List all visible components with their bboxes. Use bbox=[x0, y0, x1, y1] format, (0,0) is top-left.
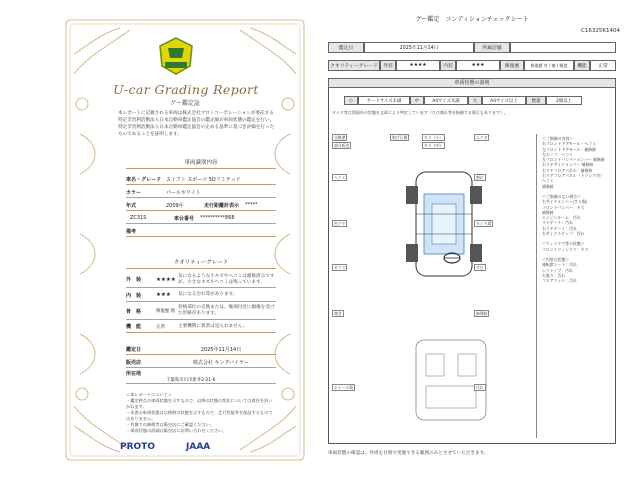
int-key: 内装 bbox=[440, 60, 456, 71]
finding-item: ＜ご指摘のない場合＞ bbox=[542, 193, 581, 199]
grade-key: 外 装 bbox=[126, 277, 142, 283]
sheet-title: グー鑑定 コンディションチェックシート bbox=[415, 16, 529, 23]
callout-label: サビ bbox=[476, 265, 484, 270]
shop-row bbox=[126, 357, 276, 368]
vehicle-name-key: 車名・グレード bbox=[126, 176, 162, 183]
size-mid-key: 中 bbox=[410, 96, 424, 105]
report-notes bbox=[126, 392, 276, 434]
finding-item: シフトノブ：汚れ bbox=[542, 267, 573, 273]
callout-label: 割れ bbox=[476, 175, 484, 180]
shop-key: 販売店 bbox=[126, 359, 142, 366]
address-key: 所在地 bbox=[126, 371, 142, 377]
func-value: 正常 bbox=[590, 60, 616, 71]
sheet-id: C16325K1404 bbox=[581, 28, 620, 34]
repair-key: 修復歴 bbox=[500, 60, 524, 71]
note-line: ・有償での修理等は販売店にご確認ください。 bbox=[126, 422, 214, 427]
finding-item: 天張り：汚れ bbox=[542, 272, 566, 278]
date-value: 2025年11月14日 bbox=[200, 346, 242, 353]
callout-label: 飛び石傷 bbox=[392, 135, 408, 140]
qty-key: 数量 bbox=[526, 96, 546, 105]
grade-row-exterior bbox=[126, 272, 276, 288]
vehicle-year-value: 2009年 bbox=[166, 202, 184, 209]
grade-key: 骨 格 bbox=[126, 308, 142, 315]
grade-level: 修復歴 無 bbox=[156, 309, 175, 314]
note-line: ・車両状態の詳細は販売店にお問い合わせください。 bbox=[126, 428, 227, 433]
sheet-quality-row bbox=[328, 60, 616, 71]
finding-item: 右リアフロアパネル（トランク内） bbox=[542, 173, 604, 179]
model-value: ZC31S bbox=[130, 215, 147, 221]
note-line: ＜本レポートについて＞ bbox=[126, 392, 172, 397]
callout-label: キズ（小） bbox=[424, 135, 443, 140]
finding-item: 補修跡 bbox=[542, 209, 554, 215]
address-value: 千葉県市川市新井2-21-6 bbox=[166, 378, 216, 383]
qty-desc: 2個以上 bbox=[546, 96, 582, 105]
finding-item: ヘコミ bbox=[542, 178, 554, 184]
finding-item: ＜内装の状態＞ bbox=[542, 256, 570, 262]
chassis-key: 車台番号 bbox=[174, 215, 195, 222]
size-mid-desc: A4サイズ未満 bbox=[424, 96, 468, 105]
callout-label: 修理跡 bbox=[476, 311, 488, 316]
legend-text: タイヤ等は図面外の状態を文章により判定しています（ひび割れ等を指摘する場合もあります）。 bbox=[332, 110, 508, 115]
grade-level: 正常 bbox=[156, 324, 166, 330]
finding-item: フロントウィンドウ：キズ bbox=[542, 246, 589, 252]
grade-desc: 骨格部位の交換または、後端付近に損傷を受けた形跡があります。 bbox=[178, 305, 275, 316]
proto-logo: PROTO bbox=[120, 442, 155, 452]
quality-section-title: クオリティーグレード bbox=[126, 258, 276, 269]
grade-desc: 気になるような小キズやヘコミは補修済みですが、小さなキズやヘコミは残っています。 bbox=[178, 273, 275, 285]
note-line: ・本書の車両状態は点検時の状態を示すもので、走行性能等を保証するものではありません。 bbox=[126, 410, 273, 421]
chassis-value: **********868 bbox=[200, 215, 235, 221]
grade-stars: ★★★★ bbox=[156, 276, 176, 283]
grade-key: 機 能 bbox=[126, 324, 142, 330]
callout-label: エクボ bbox=[476, 135, 488, 140]
vehicle-color-value: パールホワイト bbox=[166, 189, 201, 196]
finding-item: 運転席シート：汚れ bbox=[542, 262, 578, 268]
int-value: ★★★ bbox=[456, 60, 500, 71]
finding-item: リヤゲート：汚れ bbox=[542, 220, 574, 226]
grade-key: 内 装 bbox=[126, 292, 142, 299]
report-title: U-car Grading Report bbox=[113, 82, 259, 97]
sheet-date-row bbox=[328, 42, 616, 53]
findings-list bbox=[542, 136, 614, 283]
date-value: 2025年11月14日 bbox=[364, 42, 474, 53]
vehicle-color-key: カラー bbox=[126, 189, 142, 196]
callout-label: キズ（中） bbox=[424, 143, 443, 148]
status-header: 車両状態の説明 bbox=[328, 78, 616, 88]
grade-row-frame bbox=[126, 303, 276, 320]
shop-key: 所属店舗 bbox=[474, 42, 510, 53]
vehicle-name-value: スイフト スポーツ 5Dリミテッド bbox=[166, 176, 241, 183]
grade-row-interior bbox=[126, 289, 276, 302]
grading-certificate bbox=[60, 14, 310, 466]
finding-item: エンジンルーム：汚れ bbox=[542, 215, 581, 221]
brand-logos bbox=[120, 442, 260, 458]
callout-label: ガラス bbox=[334, 265, 346, 270]
size-small-key: 小 bbox=[344, 96, 358, 105]
date-key: 鑑定日 bbox=[328, 42, 364, 53]
vehicle-year-key: 年式 bbox=[126, 202, 137, 209]
callout-label: 部分板金 bbox=[334, 143, 350, 148]
size-large-key: 大 bbox=[468, 96, 482, 105]
finding-item: 右フロントドアモール・ヘコミ bbox=[542, 141, 596, 147]
finding-item: 右サイドメンバー(すり傷) bbox=[542, 199, 588, 205]
note-line: ・鑑定時点の車両状態を示すもので、以降の状態の変化については責任を負いかねます。 bbox=[126, 398, 273, 409]
grade-stars: ★★★ bbox=[156, 292, 171, 298]
remarks-row bbox=[126, 226, 276, 237]
size-small-desc: カードサイズ未満 bbox=[358, 96, 410, 105]
finding-item: フロントバンパー：キズ bbox=[542, 204, 585, 210]
ext-value: ★★★★ bbox=[396, 60, 440, 71]
remarks-key: 備考 bbox=[126, 228, 137, 235]
mileage-key: 走行距離計表示 bbox=[204, 202, 240, 209]
size-legend bbox=[344, 96, 582, 105]
vehicle-color-row bbox=[126, 187, 276, 198]
repair-value: 修復歴 有 / 無 / 軽度 bbox=[524, 60, 574, 71]
shop-value: 株式会社 キングバイヤー bbox=[192, 359, 250, 366]
jaaa-logo: JAAA bbox=[186, 442, 211, 452]
notes-divider bbox=[536, 134, 537, 438]
finding-item: 左フロントドアモール：補修跡 bbox=[542, 146, 596, 152]
finding-item: 補修跡 bbox=[542, 183, 554, 189]
finding-item: 右リヤサイドメンバー 補修跡 bbox=[542, 162, 594, 168]
finding-item: 左ルーフ：ヘコミ bbox=[542, 151, 573, 157]
sheet-footer-note: 車両状態の確認は、外周を目視で実施できる範囲のみとさせていただきます。 bbox=[328, 451, 489, 456]
report-subtitle: グー鑑定証 bbox=[169, 100, 200, 107]
finding-item: 左フロントバンパーメンバー 補修跡 bbox=[542, 157, 605, 163]
goo-kantei-logo bbox=[156, 36, 196, 76]
address-row bbox=[126, 370, 276, 384]
intro-text: 本レポートに記載される車両は株式会社プロトコーポレーションが委託する特定非営利活動法人日本自動車鑑定協会の鑑定師が車両状態の鑑定を行い、特定非営利活動法人日本自動車鑑定協会の定める基準に基づき評価を行ったものであることを証明します。 bbox=[118, 111, 275, 137]
mileage-value: ***** bbox=[245, 202, 258, 208]
grade-desc: 主要機関に異常は見られません。 bbox=[178, 323, 248, 329]
size-large-desc: A4サイズ以上 bbox=[482, 96, 526, 105]
vehicle-year-row bbox=[126, 200, 276, 211]
findings-title: ＜ご指摘の内容＞ bbox=[542, 136, 574, 141]
finding-item: ＜ウィンドウ等の状態＞ bbox=[542, 241, 585, 247]
vehicle-name-row bbox=[126, 174, 276, 185]
finding-item: 右リヤフロアパネル：補修跡 bbox=[542, 167, 593, 173]
callout-label: 汚れ bbox=[476, 385, 484, 390]
callout-label: ホイール傷 bbox=[334, 385, 353, 390]
car-interior-diagram bbox=[406, 334, 496, 424]
callout-label: 交換歴 bbox=[334, 135, 346, 140]
callout-label: ヘコミ bbox=[334, 175, 346, 180]
grade-desc: 気になる汚れ等があります。 bbox=[178, 292, 238, 297]
quality-key: クオリティーグレード bbox=[328, 60, 380, 71]
callout-label: 腐食 bbox=[334, 311, 342, 316]
steering-wheel-icon bbox=[442, 252, 462, 264]
callout-label: 色ツヤ bbox=[334, 221, 346, 226]
date-key: 鑑定日 bbox=[126, 346, 142, 353]
func-key: 機能 bbox=[574, 60, 590, 71]
finding-item: 右サイドステップ：汚れ bbox=[542, 231, 585, 237]
finding-item: 右リヤゲート：汚れ bbox=[542, 225, 577, 231]
inspection-date-row bbox=[126, 344, 276, 355]
callout-label: タイヤ溝 bbox=[476, 221, 492, 226]
ext-key: 外装 bbox=[380, 60, 396, 71]
vehicle-model-row bbox=[126, 213, 276, 224]
finding-item: フロアマット：汚れ bbox=[542, 278, 577, 284]
condition-check-sheet bbox=[324, 14, 620, 466]
grade-row-function bbox=[126, 321, 276, 333]
vehicle-section-title: 車両識別内容 bbox=[126, 158, 276, 169]
